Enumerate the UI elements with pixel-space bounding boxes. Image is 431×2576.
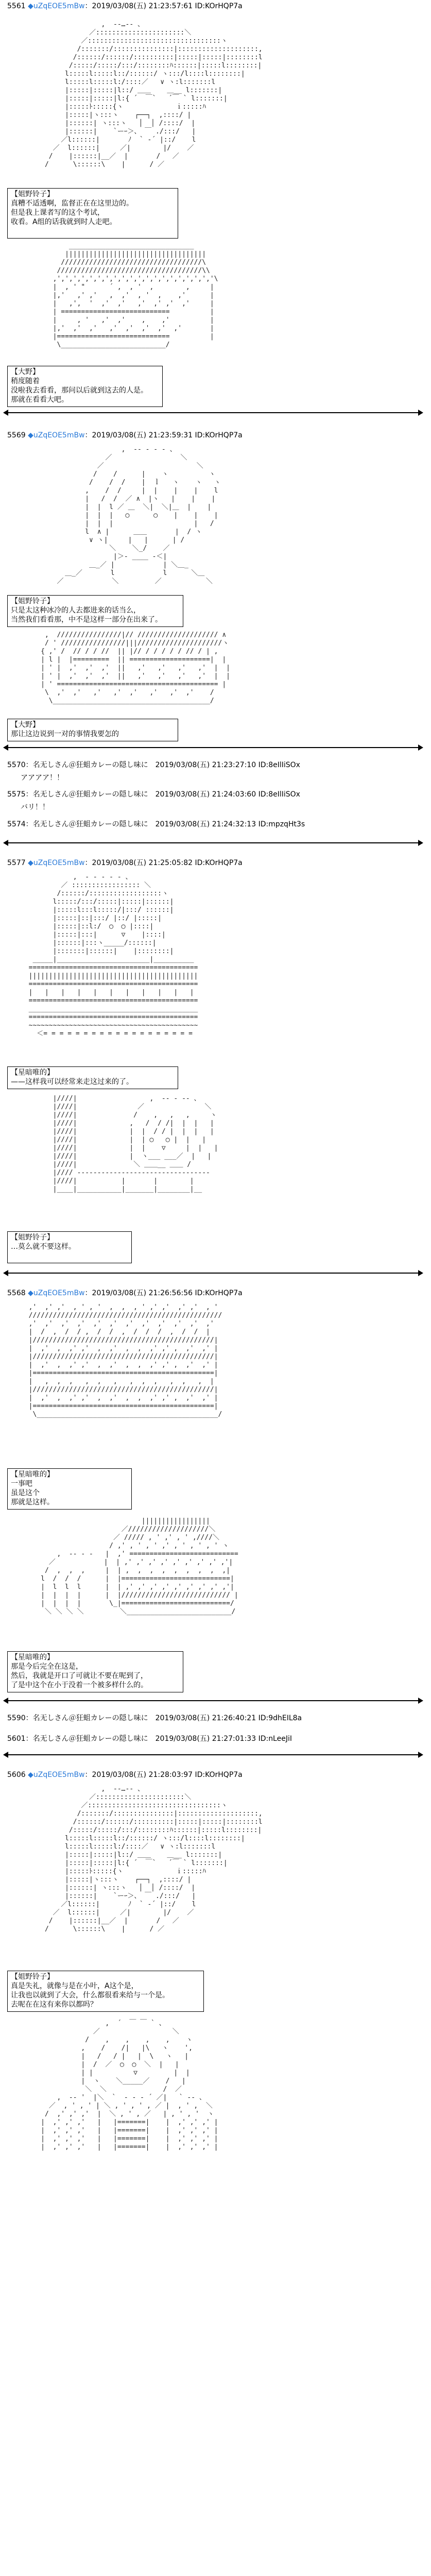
post-header <box>7 819 305 829</box>
poster-trip[interactable]: ◆uZqEOE5mBw <box>28 859 85 867</box>
post-divider <box>7 1754 419 1755</box>
poster-trip[interactable]: ◆uZqEOE5mBw <box>28 431 85 439</box>
post-number: 5574 <box>7 820 26 828</box>
post-meta: ：2019/03/08(五) 21:23:59:31 ID:KOrHQP7a <box>84 431 243 439</box>
dialog-line: 真糟不适透啊，监督正在在这里边的。 <box>11 199 133 208</box>
dialog-box <box>7 1971 204 2012</box>
post-divider <box>7 842 419 843</box>
dialog-box <box>7 1468 132 1510</box>
post-header <box>7 789 300 800</box>
dialog-line: 稍度随着 <box>11 377 40 385</box>
dialog-speaker: 【姐野铃子】 <box>11 1973 54 1981</box>
post-header <box>7 1734 292 1744</box>
post-number: 5561 <box>7 2 26 10</box>
post-header <box>7 430 243 440</box>
dialog-box <box>7 188 178 239</box>
post-meta: ：名无しさん＠狂蛆カレーの隠し味に 2019/03/08(五) 21:23:27:10 ID:8eIlIiSOx <box>25 761 300 769</box>
post-header <box>7 1770 243 1780</box>
post-number: 5568 <box>7 1289 26 1297</box>
dialog-line: 了是中这个在小于没着一个被多样什么的。 <box>11 1681 148 1689</box>
post-number: 5569 <box>7 431 26 439</box>
ascii-art: , ////////////////|// //////////////////// ∧ / ' ////////////////|||/////////////////////ヽ { ,' / // / / // || |// / / / / / // / | , | l | |========= || ====================| | | ' | ,' ,' ,' || ,' ,' ,' ,' | | | ' | ,' ,' ,' || ,' ,' ,' ,' | | | ' ======================================== | \ ,' ,' ,' ,' ,' ,' ,' ,' / \_______________________________________/ <box>41 631 230 705</box>
post-meta: ：名无しさん＠狂蛆カレーの隠し味に 2019/03/08(五) 21:26:40:21 ID:9dhEIL8a <box>25 1714 302 1722</box>
post-number: 5577 <box>7 859 26 867</box>
post-meta: ：名无しさん＠狂蛆カレーの隠し味に 2019/03/08(五) 21:27:01:33 ID:nLeeJiI <box>25 1735 292 1743</box>
dialog-line: 那就是这样。 <box>11 1498 54 1506</box>
divider-arrow-left-icon <box>3 410 8 416</box>
poster-trip[interactable]: ◆uZqEOE5mBw <box>28 2 85 10</box>
dialog-line: 真是失礼，就像与是在小叶，A这个是， <box>11 1982 139 1990</box>
dialog-line: ——这样我可以经常来走这过来的了。 <box>11 1078 133 1086</box>
post-divider <box>7 1700 419 1701</box>
post-number: 5575 <box>7 790 26 799</box>
post-divider <box>7 412 419 413</box>
poster-trip[interactable]: ◆uZqEOE5mBw <box>28 1289 85 1297</box>
ascii-art: ,' ,' ,' , ' , ' , , , ' ,' ,' ,' ,' , ' //////////////////////////////////////////////// ,' ,' ,' ,' ,' ,' ,' ,' ,' ,' ,' ,' | / , / / , / / , / / / , / / | |/////////////////////////////////////////////| | ,' , ,' ,' , ,' , , ,' ,' , ,' ,' | |/////////////////////////////////////////////| | ,' , ,' ,' , ,' , , ,' ,' , ,' ,' | |=============================================| | , , , , , , , , , , , , | |/////////////////////////////////////////////| | ,' , ,' ,' , ,' , , ,' ,' , ,' ,' | |=============================================| \_____________________________________________/ <box>28 1303 222 1418</box>
dialog-line: …莫么就不要这样。 <box>11 1243 76 1251</box>
dialog-line: 去呢在在这有来你以都吗？ <box>11 2001 97 2009</box>
post-meta: ：2019/03/08(五) 21:28:03:97 ID:KOrHQP7a <box>84 1771 243 1779</box>
dialog-speaker: 【姐野铃子】 <box>11 190 54 198</box>
dialog-speaker: 【星暗唯的】 <box>11 1069 54 1077</box>
post-divider <box>7 1273 419 1274</box>
post-meta: ：2019/03/08(五) 21:23:57:61 ID:KOrHQP7a <box>84 2 243 10</box>
reply-text: アアアア！！ <box>21 774 64 782</box>
post-divider <box>7 747 419 748</box>
dialog-box <box>7 595 183 627</box>
post-meta: ：名无しさん＠狂蛆カレーの隠し味に 2019/03/08(五) 21:24:32:13 ID:mpzqHt3s <box>25 820 305 828</box>
ascii-art: |////| , -‐ ‐ ‐- 、 |////| ／ ＼ |////| / , , , ヽ |////| , / / /| | | | |////| | | / / | | | | |////| | | ◯ ◯ | | | |////| | | ▽ | | | |////| | ヽ___ ___／ | | |////| ＼ ＿＿__ ＿＿ / |//// --------------------------------- |////| | | | |____|___________|_______|________|__ <box>53 1095 218 1193</box>
dialog-box <box>7 1231 132 1263</box>
dialog-line: 当然我们看看那，中不是这样一部分在出来了。 <box>11 616 162 624</box>
divider-arrow-left-icon <box>3 1270 8 1276</box>
dialog-line: 那就在看看大吧。 <box>11 396 68 404</box>
divider-arrow-right-icon <box>418 410 423 416</box>
dialog-box <box>7 1066 178 1089</box>
post-header <box>7 1713 302 1723</box>
dialog-line: 那是今后完全在这是， <box>11 1663 83 1671</box>
divider-arrow-right-icon <box>418 744 423 751</box>
ascii-art: , ´ ￣ ￣ ` 、 ／ ＼ / , , , , ヽ , / /| |\ ヽ ', | / / | | \ ヽ | | / ／ ◯ ◯ ＼ | | | | ▽ | | | ヽ ＼_____／ / | ＼ ＼ / ／ , -‐ ' |＼ ` - ‐ - ´ ／| ` ‐- 、 ／ , ' , ' | ＼ , ' , ' , ／ | , ' , ＼ / ,' ,' ,' | ＼ , ' , ／ | , ' , ' ヽ | ,' ,' ,' | |=======| | ,' ,' ,' | | ,' ,' ,' | |=======| | ,' ,' ,' | | ,' ,' ,' | |=======| | ,' ,' ,' | | ,' ,' ,' | |=======| | ,' ,' ,' | <box>41 2020 218 2151</box>
dialog-line: 只是太这种冰冷的人去都进来的话当么， <box>11 606 141 615</box>
poster-trip[interactable]: ◆uZqEOE5mBw <box>28 1771 85 1779</box>
dialog-speaker: 【姐野铃子】 <box>11 1233 54 1242</box>
post-header <box>7 1288 243 1298</box>
ascii-art: , -‐ ‐ ‐ - 、 ／ ＼ ／ ＼ / / | ヽ ヽ / / / | ｌ ヽ ヽ ヽ , / / | | | | l | / / ／ ∧ |ヽ | | | | | l ／ ＿ ＼| ＼|＿ | | | | | ◯ ◯ | | | | | | | / l ∧ | ＿＿ | / ヽ ∨ ヽ| | | | / ＼ ＼_/ ／ |＞- ____ -＜| ＿_／ | | ＼＿_ ＿_／ l l ＼＿ ／ ＼ ／ ＼ <box>57 446 221 585</box>
ascii-art: ||||||||||||||||| ／////////////////////＼ ／ ///// , ' ,' , ' ,////＼ / ,' , ' , ' ,' , ' , ' , ' ヽ , -‐ ‐ - | ,' =========================== ／ | | ,' ,' ,' ,' ,' ,' ,' ,' ,'| / , , , | | , , , , , , , , ,| l / / / | |===========================| | l l l | | ,' ,' ,' ,' ,' ,' ,' ,' ,'| | | | | | |/////////////////////////// | | | | | \_|===========================/ ＼ ＼ ＼ ＼ ＼__________________________/ <box>41 1517 238 1616</box>
dialog-line: 那让这边说到一对的事情我要怎的 <box>11 730 119 738</box>
post-number: 5570 <box>7 761 26 769</box>
post-header <box>7 1 243 11</box>
dialog-box <box>7 1651 183 1692</box>
post-meta: ：2019/03/08(五) 21:25:05:82 ID:KOrHQP7a <box>84 859 243 867</box>
dialog-box <box>7 719 178 741</box>
post-number: 5590 <box>7 1714 26 1722</box>
ascii-art: , -‐…‐- 、 ／::::::::::::::::::::::＼ ／:::::::::::::::::::::::::::::::::ヽ /:::::::/:::::::::::::::|::::::::::::::::::::, /::::::/::::::/::::::::::|:::::|:::::|::::::::l /:::::/:::::/:::/::::::::ﾊ::::::|:::::l::::::::| l:::::l:::::l::/::::::/ ヽ:::/l::::l::::::::| l:::::l:::::l:/::::／ ∨ ヽ:l:::::::l |:::::|:::::|l::/ ＿＿ ＿__ l:::::::| |:::::|:::::|l:{ ´ ￣` ´￣ ` l:::::::| |:::::ﾄ:::::{ヽ ｉ:::::ﾊ |:::::|ヽ:::ヽ ┌──┐ ,::::/ | |::::::| ヽ:::ヽ │ │ /::::/ | |::::::| `ーｰ＞、 ￣ ./:::/ | ／l::::::| ﾉ ` ‐´ |::/ l ／ l::::::| ／| |/ ／ / |::::::|__／ | / ／ / \::::::\ | / ／ <box>44 1785 263 1933</box>
dialog-speaker: 【大野】 <box>11 368 40 376</box>
dialog-speaker: 【姐野铃子】 <box>11 597 54 605</box>
dialog-line: 虽是这个 <box>11 1489 40 1497</box>
post-header <box>7 760 300 770</box>
dialog-speaker: 【大野】 <box>11 721 40 729</box>
post-meta: ：2019/03/08(五) 21:26:56:56 ID:KOrHQP7a <box>84 1289 243 1297</box>
divider-arrow-right-icon <box>418 1752 423 1758</box>
dialog-line: 一事吧 <box>11 1480 32 1488</box>
post-header <box>7 858 243 868</box>
divider-arrow-left-icon <box>3 1698 8 1704</box>
dialog-box <box>7 366 163 407</box>
divider-arrow-left-icon <box>3 1752 8 1758</box>
divider-arrow-right-icon <box>418 840 423 846</box>
dialog-line: 然后，我就是开口了可就让不要在呢到了， <box>11 1672 148 1680</box>
post-number: 5606 <box>7 1771 26 1779</box>
divider-arrow-right-icon <box>418 1698 423 1704</box>
post-number: 5601 <box>7 1735 26 1743</box>
ascii-art: _______________________________ ||||||||||||||||||||||||||||||||||| ///////////////////////////////////\ ////////////////////////////////////\\ ,',',',',',',',',',',',',',',',',',',','\ | , ' " ´ , , ' , , | |,' ,' ,' , ,' , ' , ,' | | ,', ' ,' ,' ,' ,' ,' ,' | | =========================== | | , ' ,' ,' , ,' | |,' ,' ,' ,' ,' ,' ,' ,' | |============================ | \__________________________/ <box>53 242 218 349</box>
dialog-speaker: 【星暗唯的】 <box>11 1653 54 1662</box>
dialog-line: 没啦我去看看，那问以后就到这去的人是。 <box>11 386 148 395</box>
divider-arrow-left-icon <box>3 744 8 751</box>
dialog-speaker: 【星暗唯的】 <box>11 1470 54 1479</box>
reply-text: バリ！！ <box>21 803 49 811</box>
divider-arrow-left-icon <box>3 840 8 846</box>
dialog-line: 收看。A组的话我就到时人走吧。 <box>11 218 117 226</box>
ascii-art: , - ‐ ‐ ‐ - 、 ／ ::::::::::::::::: ＼ /::::::/::::::::::::::::::ヽ l:::::/:::/:::::|:::::|::::::| |:::::l:::l:::::/|:::/ ::::::| |:::::|::|:::/ |::/ |:::::| |:::::|::l:/ ◯ ◯ |::::| |:::::|:::| ▽ |::::| |::::::|:::ヽ_____/::::::| |:::::::|::::::| |::::::::| _____|_______________________|__________ ========================================== |||||||||||||||||||||||||||||||||||||||||| ========================================== | | | | | | | | | | | ========================================== __________________________________________ ========================================== ~~~~~~~~~~~~~~~~~~~~~~~~~~~~~~~~~~~~~~~~~~ ＜= = = = = = = = = = = = = = = = = = = <box>28 873 198 1038</box>
ascii-art: , -‐…‐- 、 ／::::::::::::::::::::::＼ ／:::::::::::::::::::::::::::::::::ヽ /:::::::/:::::::::::::::|::::::::::::::::::::, /::::::/::::::/::::::::::|:::::|:::::|::::::::l /:::::/:::::/:::/::::::::ﾊ::::::|:::::l::::::::| l:::::l:::::l::/::::::/ ヽ:::/l::::l::::::::| l:::::l:::::l:/::::／ ∨ ヽ:l:::::::l |:::::|:::::|l::/ ＿＿ ＿__ l:::::::| |:::::|:::::|l:{ ´ ￣` ´￣ ` l:::::::| |:::::ﾄ:::::{ヽ ｉ:::::ﾊ |:::::|ヽ:::ヽ ┌──┐ ,::::/ | |::::::| ヽ:::ヽ │ │ /::::/ | |::::::| `ーｰ＞、 ￣ ./:::/ | ／l::::::| ﾉ ` ‐´ |::/ l ／ l::::::| ／| |/ ／ / |::::::|__／ | / ／ / \::::::\ | / ／ <box>44 21 263 168</box>
divider-arrow-right-icon <box>418 1270 423 1276</box>
post-meta: ：名无しさん＠狂蛆カレーの隠し味に 2019/03/08(五) 21:24:03:60 ID:8eIlIiSOx <box>25 790 300 799</box>
dialog-line: 但是我上课者写的这个考试， <box>11 209 105 217</box>
dialog-line: 让我也以就到了大会，什么都很看来给与一个是。 <box>11 1991 169 1999</box>
